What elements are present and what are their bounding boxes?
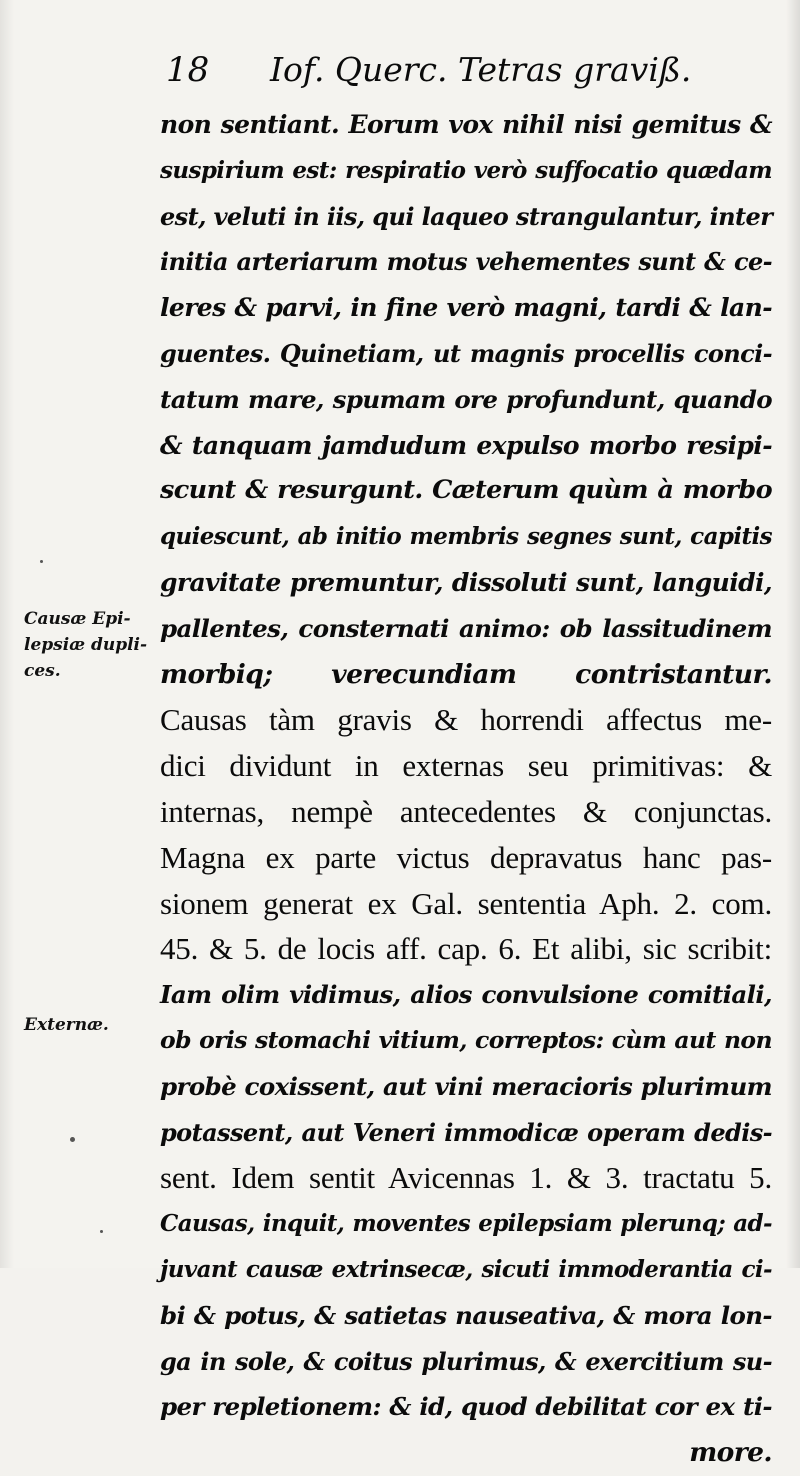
text-line: initia arteriarum motus vehementes sunt & ce- — [160, 247, 772, 277]
body-text — [160, 102, 772, 1476]
text-line: per repletionem: & id, quod debilitat cor ex ti- — [160, 1392, 772, 1422]
running-title: Iof. Querc. Tetras graviß. — [270, 50, 692, 89]
text-line: more. — [689, 1437, 772, 1469]
text-line: Causas tàm gravis & horrendi affectus me- — [160, 702, 772, 738]
ink-speck — [40, 560, 43, 563]
page-edge-shadow-right — [786, 0, 800, 1268]
marginal-note-line: lepsiæ dupli- — [24, 635, 148, 655]
text-line: pallentes, consternati animo: ob lassitudinem — [160, 613, 772, 643]
text-line: sent. Idem sentit Avicennas 1. & 3. tractatu 5. — [160, 1160, 772, 1196]
text-line: probè coxissent, aut vini meracioris plurimum — [160, 1071, 772, 1101]
text-line: gravitate premuntur, dissoluti sunt, languidi, — [160, 567, 772, 597]
ink-speck — [70, 1137, 75, 1142]
text-line: & tanquam jamdudum expulso morbo resipi- — [160, 430, 772, 460]
page-edge-shadow-left — [0, 0, 14, 1268]
text-line: ob oris stomachi vitium, correptos: cùm aut non — [160, 1025, 772, 1054]
ink-speck — [100, 1230, 103, 1233]
marginal-note-line: Causæ Epi- — [24, 609, 131, 629]
marginal-note-external: Externæ. — [24, 1015, 109, 1035]
text-line: tatum mare, spumam ore profundunt, quando — [160, 384, 772, 414]
text-line: sionem generat ex Gal. sententia Aph. 2. com. — [160, 885, 772, 921]
running-head — [166, 42, 756, 100]
text-line: 45. & 5. de locis aff. cap. 6. Et alibi, sic scribit: — [160, 931, 772, 967]
text-line: Iam olim vidimus, alios convulsione comitiali, — [160, 980, 772, 1010]
text-line: non sentiant. Eorum vox nihil nisi gemitus & — [160, 110, 772, 139]
marginal-note-line: ces. — [24, 661, 61, 681]
text-line: dici dividunt in externas seu primitivas: & — [160, 748, 772, 784]
text-line: suspirium est: respiratio verò suffocatio quædam — [160, 156, 772, 184]
text-line: potassent, aut Veneri immodicæ operam dedis- — [160, 1117, 772, 1147]
text-line: scunt & resurgunt. Cæterum quùm à morbo — [160, 475, 772, 506]
text-line: Magna ex parte victus depravatus hanc pas- — [160, 839, 772, 875]
page-number: 18 — [166, 50, 210, 90]
marginal-note-causes — [24, 606, 159, 684]
text-line: bi & potus, & satietas nauseativa, & mora lon- — [160, 1300, 772, 1330]
text-line: ga in sole, & coitus plurimus, & exercitium su- — [160, 1346, 772, 1376]
text-line: juvant causæ extrinsecæ, sicuti immoderantia ci- — [160, 1255, 772, 1283]
text-line: leres & parvi, in fine verò magni, tardi & lan- — [160, 293, 772, 323]
text-line: est, veluti in iis, qui laqueo strangulantur, inter — [160, 201, 773, 231]
text-line: morbiq; verecundiam contristantur. — [160, 658, 772, 690]
text-line: quiescunt, ab initio membris segnes sunt, capitis — [160, 523, 772, 551]
text-line: guentes. Quinetiam, ut magnis procellis conci- — [160, 338, 772, 368]
text-line: Causas, inquit, moventes epilepsiam plerunq; ad- — [160, 1210, 772, 1238]
text-line: internas, nempè antecedentes & conjunctas. — [160, 793, 772, 829]
